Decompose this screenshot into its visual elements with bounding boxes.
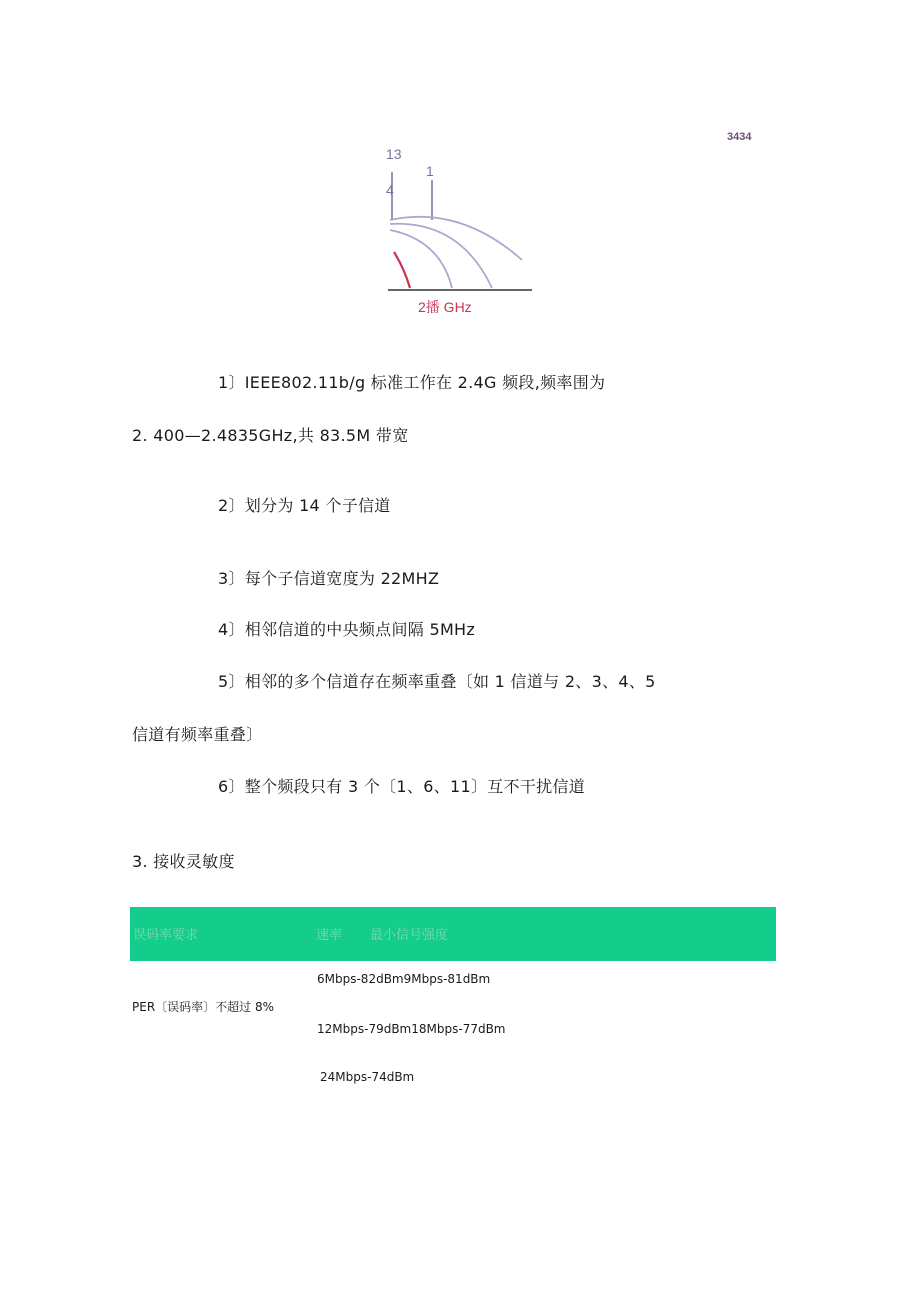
table-header — [130, 907, 776, 961]
page-number: 3434 — [727, 131, 752, 143]
paragraph-2: 2〕划分为 14 个子信道 — [218, 496, 391, 515]
header-min-signal: 最小信号强度 — [370, 928, 449, 943]
paragraph-5: 5〕相邻的多个信道存在频率重叠〔如 1 信道与 2、3、4、5 — [218, 672, 656, 691]
channel-arc-1 — [390, 217, 522, 260]
channel-label-1: 1 — [426, 163, 434, 179]
paragraph-3: 3〕每个子信道宽度为 22MHZ — [218, 569, 440, 588]
cell-rate-row-3: 24Mbps-74dBm — [320, 1070, 415, 1084]
paragraph-1: 1〕IEEE802.11b/g 标准工作在 2.4G 频段,频率围为 — [218, 373, 606, 392]
channel-overlap-figure — [380, 140, 540, 320]
paragraph-6: 6〕整个频段只有 3 个〔1、6、11〕互不干扰信道 — [218, 777, 586, 796]
header-requirement: 误码率要求 — [133, 928, 199, 943]
paragraph-1-continued: 2. 400—2.4835GHz,共 83.5M 带宽 — [132, 426, 409, 445]
cell-requirement: PER〔误码率〕不超过 8% — [132, 1000, 275, 1014]
channel-label-4: 4 — [386, 182, 394, 198]
channel-arc-red — [394, 252, 410, 288]
channel-label-13: 13 — [386, 146, 402, 162]
cell-rate-row-2: 12Mbps-79dBm18Mbps-77dBm — [317, 1022, 506, 1036]
paragraph-4: 4〕相邻信道的中央频点间隔 5MHz — [218, 620, 476, 639]
paragraph-5-continued: 信道有频率重叠〕 — [132, 725, 263, 744]
frequency-axis-label: 2播 GHz — [418, 299, 472, 315]
cell-rate-row-1: 6Mbps-82dBm9Mbps-81dBm — [317, 972, 491, 986]
channel-arcs-diagram — [380, 140, 540, 320]
section-title: 3. 接收灵敏度 — [132, 852, 235, 871]
header-rate: 速率 — [316, 928, 343, 943]
